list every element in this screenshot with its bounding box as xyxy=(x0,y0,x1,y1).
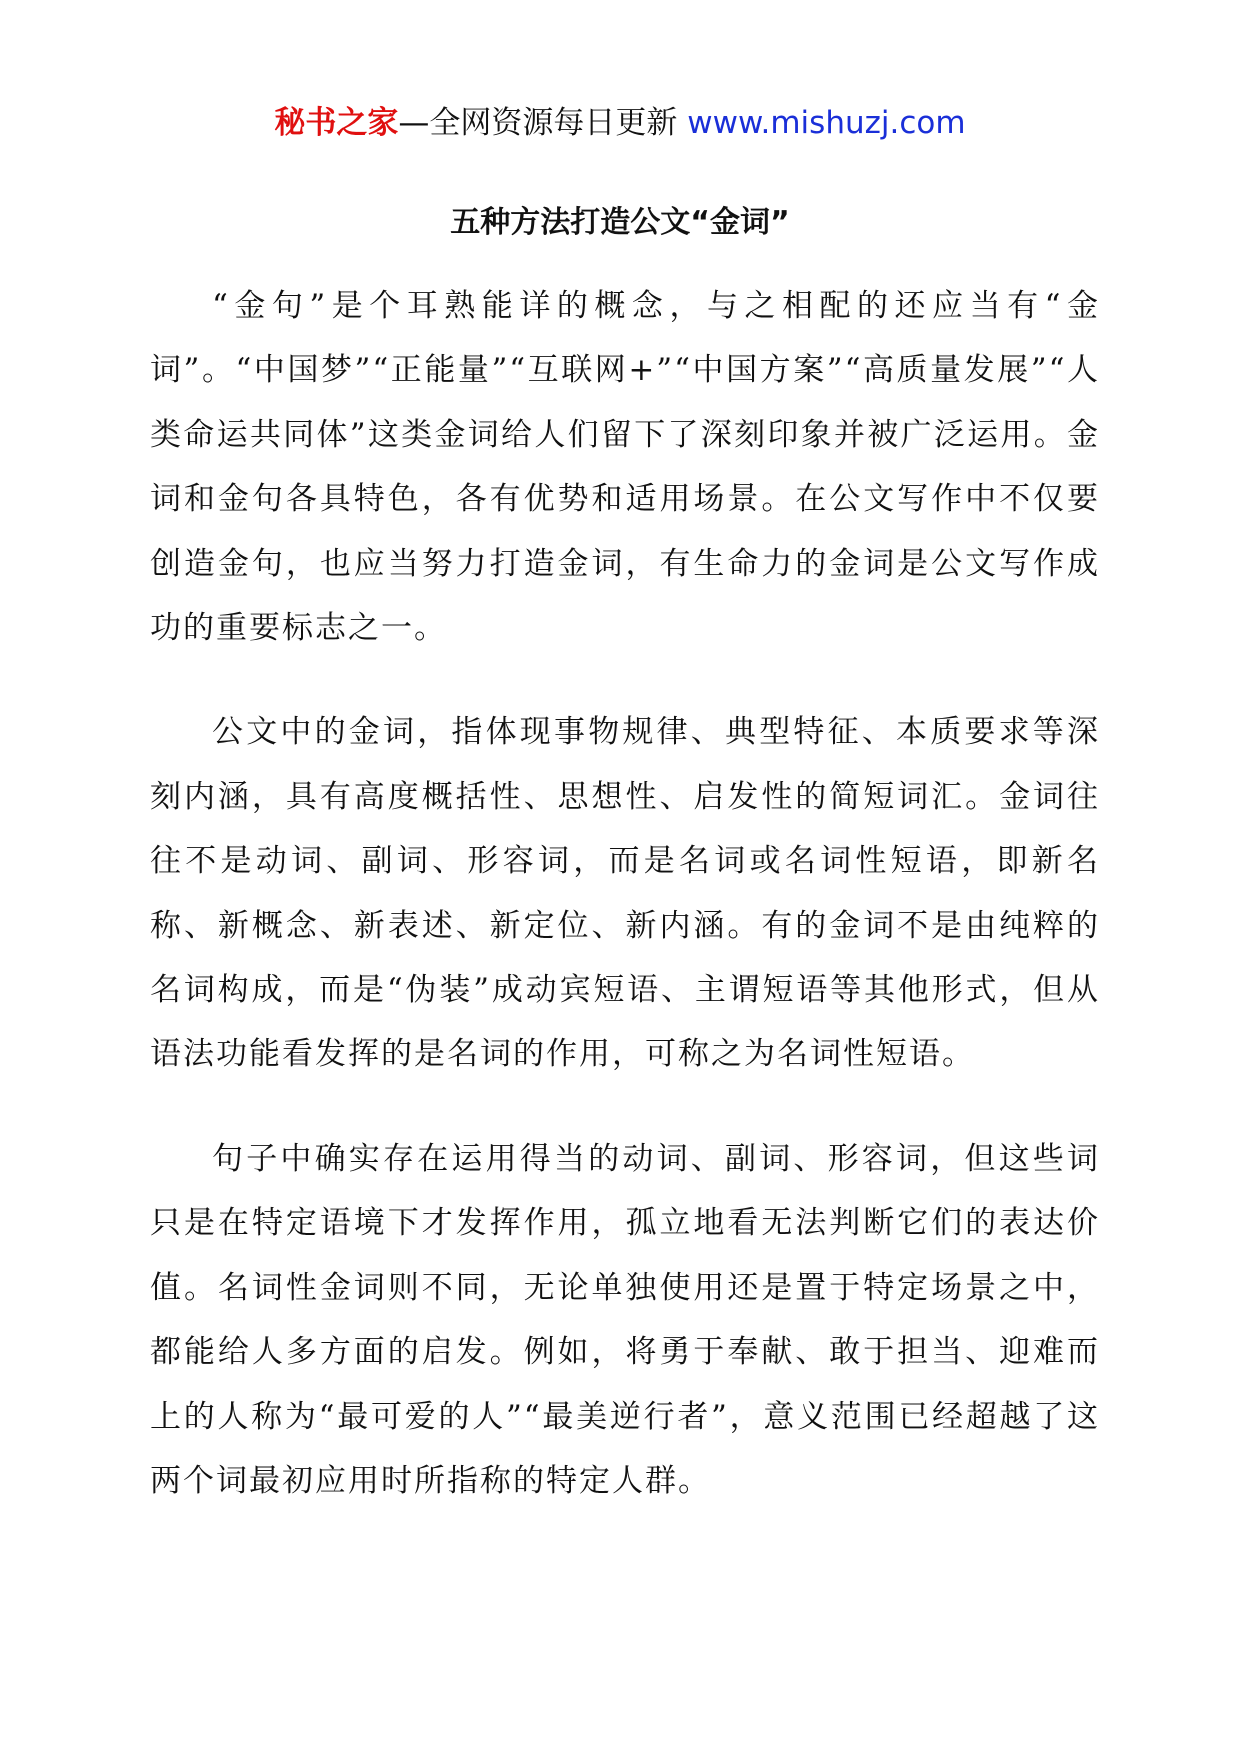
body-paragraph: 公文中的金词，指体现事物规律、典型特征、本质要求等深刻内涵，具有高度概括性、思想性、启发性的简短词汇。金词往往不是动词、副词、形容词，而是名词或名词性短语，即新名称、新概念、新表述、新定位、新内涵。有的金词不是由纯粹的名词构成，而是“伪装”成动宾短语、主谓短语等其他形式，但从语法功能看发挥的是名词的作用，可称之为名词性短语。 xyxy=(150,714,1100,1073)
site-url-link[interactable]: www.mishuzj.com xyxy=(687,105,966,141)
site-tagline: —全网资源每日更新 xyxy=(398,105,678,141)
body-paragraph: “金句”是个耳熟能详的概念，与之相配的还应当有“金词”。“中国梦”“正能量”“互联网+”“中国方案”“高质量发展”“人类命运共同体”这类金词给人们留下了深刻印象并被广泛运用。金词和金句各具特色，各有优势和适用场景。在公文写作中不仅要创造金句，也应当努力打造金词，有生命力的金词是公文写作成功的重要标志之一。 xyxy=(150,288,1100,647)
document-body xyxy=(150,274,1100,1553)
document-title: 五种方法打造公文“金词” xyxy=(450,205,790,240)
body-paragraph: 句子中确实存在运用得当的动词、副词、形容词，但这些词只是在特定语境下才发挥作用，孤立地看无法判断它们的表达价值。名词性金词则不同，无论单独使用还是置于特定场景之中，都能给人多方面的启发。例如，将勇于奉献、敢于担当、迎难而上的人称为“最可爱的人”“最美逆行者”，意义范围已经超越了这两个词最初应用时所指称的特定人群。 xyxy=(150,1140,1100,1499)
site-brand: 秘书之家 xyxy=(274,105,399,141)
site-header xyxy=(0,98,1240,148)
